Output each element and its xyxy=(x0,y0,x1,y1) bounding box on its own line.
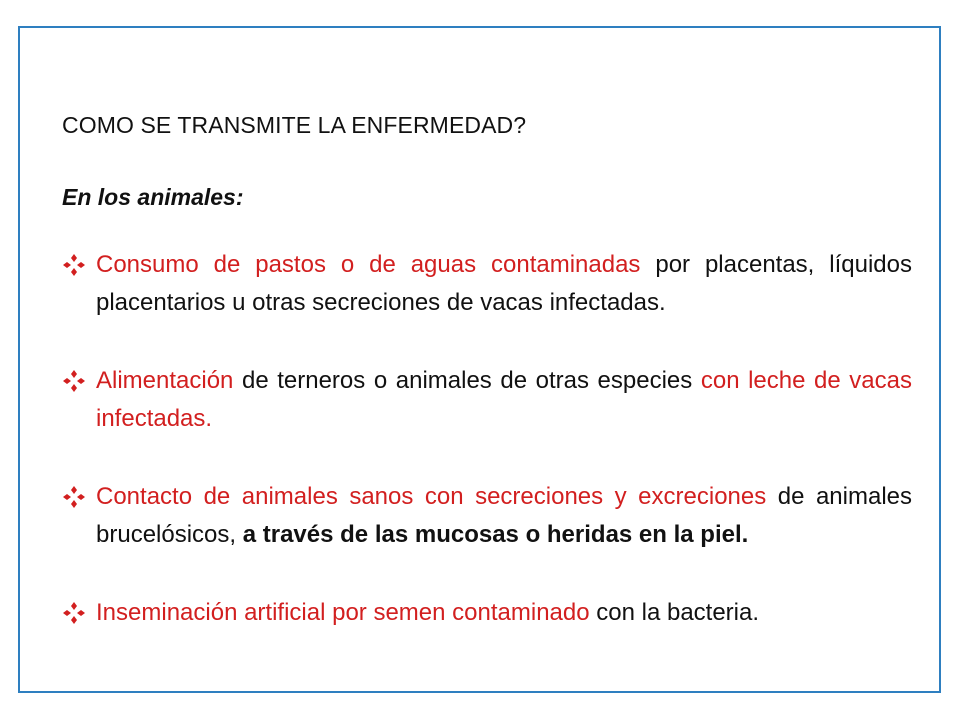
bullet-red-text: Consumo de pastos o de aguas contaminadas xyxy=(96,251,641,278)
bullet-red-text: Contacto de animales sanos con secreciones y excreciones xyxy=(96,483,767,510)
four-diamond-bullet-icon xyxy=(62,253,86,277)
slide-title: COMO SE TRANSMITE LA ENFERMEDAD? xyxy=(62,112,527,138)
slide-subtitle: En los animales: xyxy=(62,184,244,210)
bullet-list xyxy=(62,246,912,632)
bullet-item-alimentacion xyxy=(62,362,912,438)
bullet-bold-text: a través de las mucosas o heridas en la piel. xyxy=(242,521,749,548)
bullet-text: por placentas, líquidos placentarios u otras secreciones de vacas infectadas. xyxy=(96,251,912,316)
four-diamond-bullet-icon xyxy=(62,601,86,625)
slide-content xyxy=(62,110,912,632)
slide-frame xyxy=(18,26,941,693)
four-diamond-bullet-icon xyxy=(62,369,86,393)
bullet-item-contacto xyxy=(62,478,912,554)
bullet-text: de animales brucelósicos, xyxy=(96,483,912,548)
four-diamond-bullet-icon xyxy=(62,485,86,509)
bullet-red-text-2: con leche de vacas infectadas. xyxy=(96,367,913,432)
bullet-red-text: Alimentación xyxy=(96,367,234,394)
bullet-text: de terneros o animales de otras especies xyxy=(233,367,701,394)
bullet-item-pastos xyxy=(62,246,912,322)
bullet-red-text: Inseminación artificial por semen contaminado xyxy=(96,599,590,626)
bullet-item-inseminacion xyxy=(62,594,912,632)
bullet-text: con la bacteria. xyxy=(589,599,760,626)
